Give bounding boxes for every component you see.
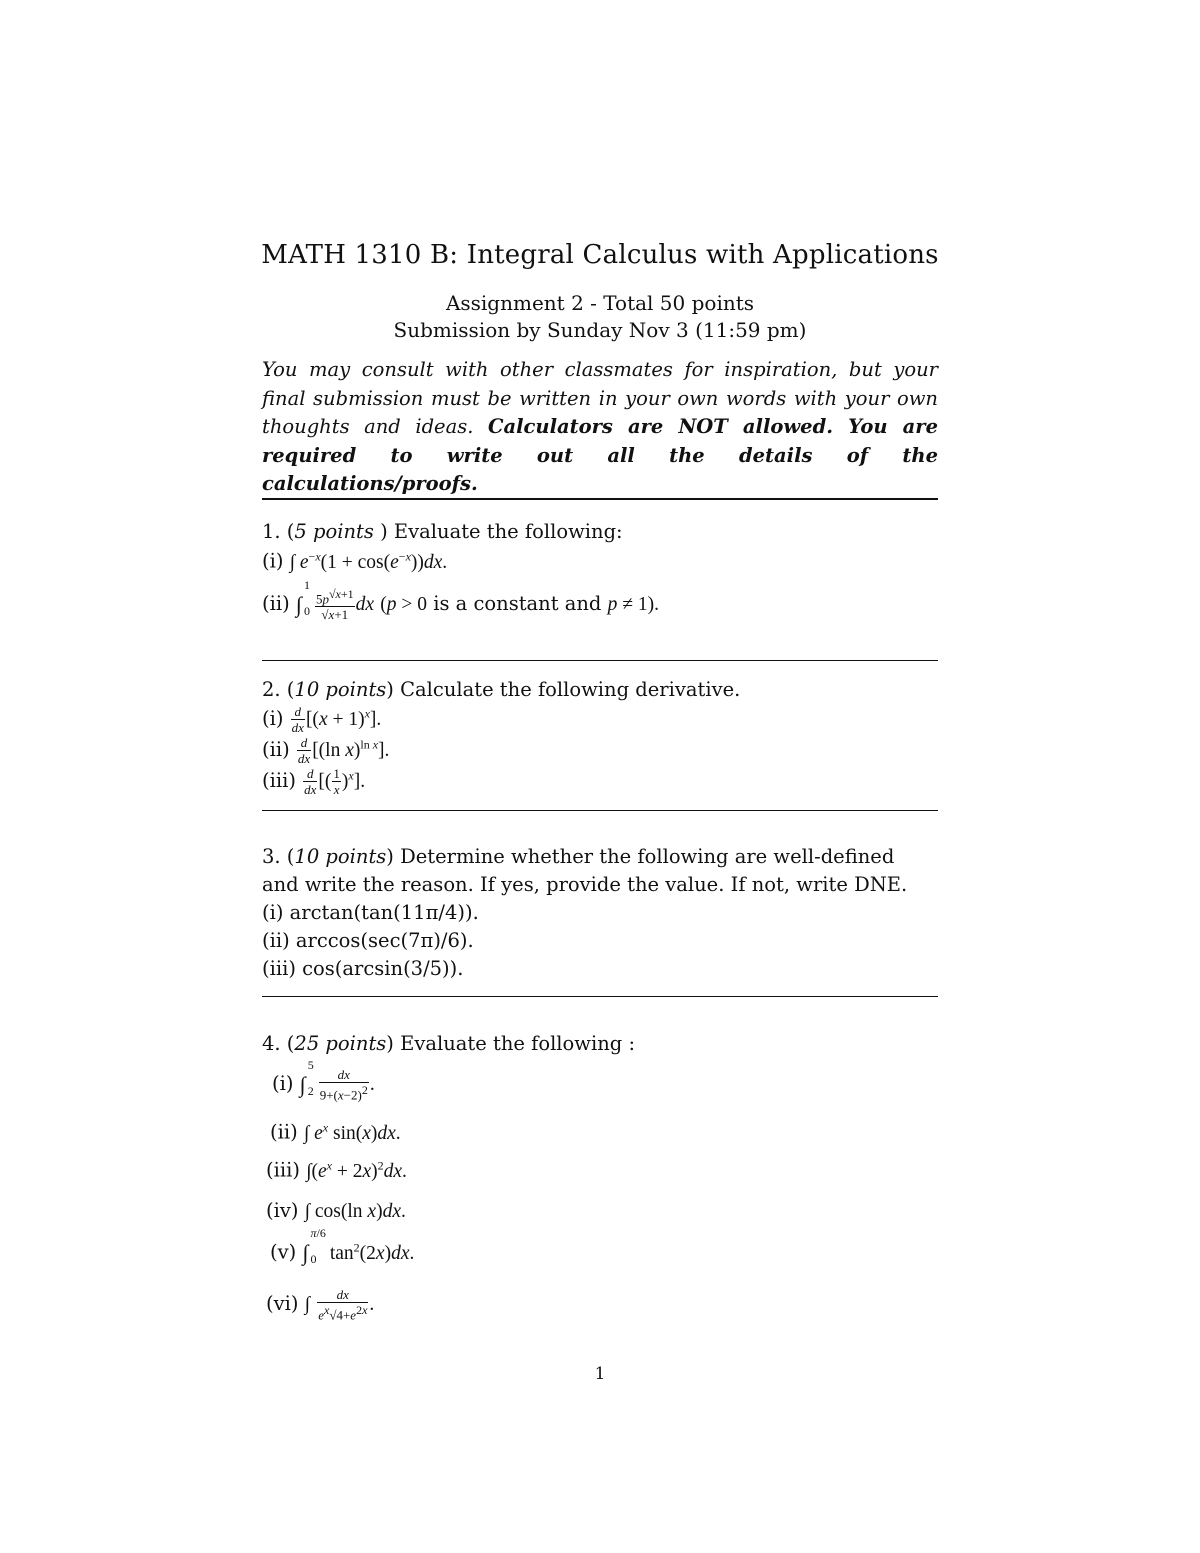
instructions-bold: Calculators are NOT allowed. You are required to write out all the details of the calculations/proofs. xyxy=(262,415,938,495)
question-3-part-i: (i) arctan(tan(11π/4)). xyxy=(262,901,479,924)
question-4-part-i: (i) ∫ 5 2 $\frac{dx}{9+(x-2)^2}$ . xyxy=(272,1057,375,1103)
divider xyxy=(262,810,938,811)
question-3-part-ii: (ii) arccos(sec(7π)/6). xyxy=(262,929,474,952)
divider xyxy=(262,498,938,500)
question-3-header: 3. (10 points) Determine whether the following are well-defined xyxy=(262,845,895,868)
question-2-header: 2. (10 points) Calculate the following derivative. xyxy=(262,678,741,701)
question-2-part-ii: (ii) $\frac{d}{dx}$ [(ln x)$^{ln x}$]. xyxy=(262,735,390,766)
question-4-part-iii: (iii) $\int(e^x + 2x)^2dx$. xyxy=(266,1158,407,1182)
divider xyxy=(262,996,938,997)
question-1-part-ii: (ii) ∫ 1 0 $\frac{5p^{√x+1}}{√x+1}$ dx (p > 0 is a constant and p ≠ 1). xyxy=(262,577,659,623)
course-title: MATH 1310 B: Integral Calculus with Applications xyxy=(261,240,939,270)
question-1-part-i: (i) ∫ $e^{-x}(1 + \cos(e^{-x}))dx$. xyxy=(262,549,448,573)
question-4-part-iv: (iv) ∫ cos(ln x)dx. xyxy=(266,1199,406,1222)
question-2-part-i: (i) $\frac{d}{dx}$ $[(x + 1)^x]$. xyxy=(262,704,382,735)
question-3-header-cont: and write the reason. If yes, provide the value. If not, write DNE. xyxy=(262,873,908,896)
question-3-part-iii: (iii) cos(arcsin(3/5)). xyxy=(262,957,464,980)
page-number: 1 xyxy=(594,1364,606,1384)
question-4-part-ii: (ii) ∫ $e^x$ sin(x)dx. xyxy=(270,1120,401,1144)
submission-deadline: Submission by Sunday Nov 3 (11:59 pm) xyxy=(393,318,807,342)
question-4-header: 4. (25 points) Evaluate the following : xyxy=(262,1032,636,1055)
question-1-header: 1. (5 points ) Evaluate the following: xyxy=(262,520,623,543)
instructions-italic: You may consult with other classmates for inspiration, but your final submission must be written in your own words with your own thoughts and ideas. xyxy=(262,358,938,438)
instructions xyxy=(262,356,938,499)
divider xyxy=(262,660,938,661)
assignment-line: Assignment 2 - Total 50 points xyxy=(445,291,755,315)
question-4-part-v: (v) ∫ π/6 0 $\tan^2(2x)dx$. xyxy=(270,1226,415,1266)
question-2-part-iii: (iii) $\frac{d}{dx}$ [( $\frac{1}{x}$ )$^x$]. xyxy=(262,766,366,797)
question-4-part-vi: (vi) ∫ $\frac{dx}{e^x√4+e^{2x}}$ . xyxy=(266,1287,375,1323)
